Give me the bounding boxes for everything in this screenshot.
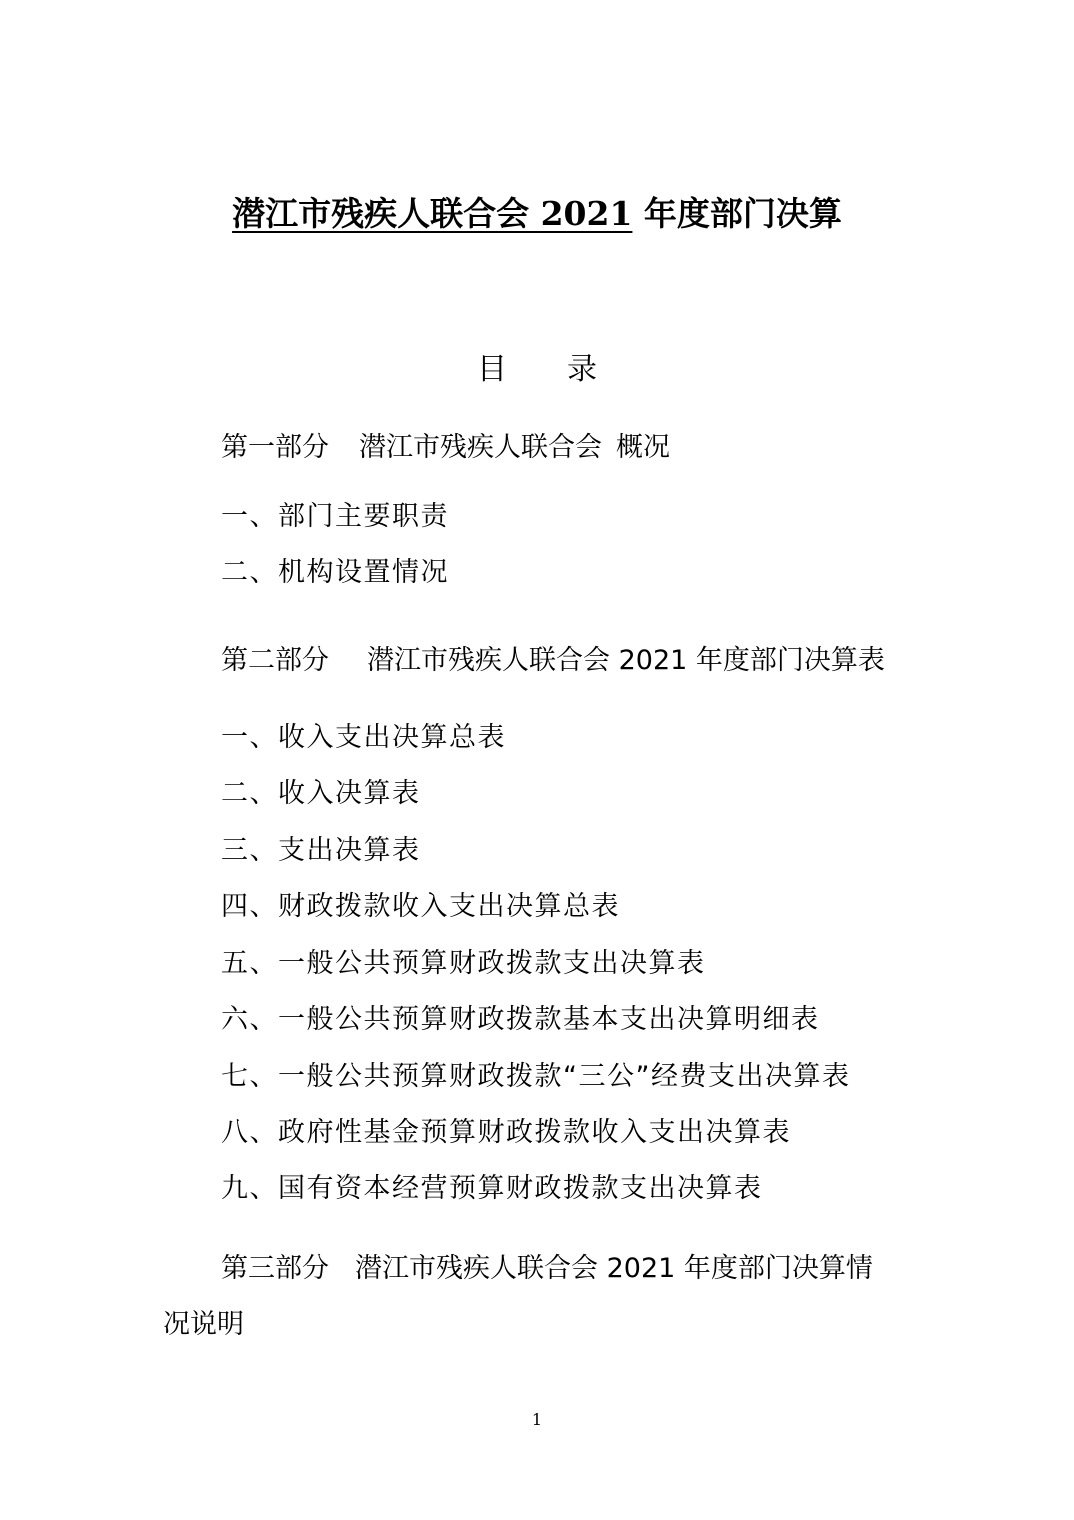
- toc-heading: 目录: [477, 352, 657, 387]
- toc-part-3-label: 第三部分: [221, 1253, 329, 1284]
- toc-item: 六、一般公共预算财政拨款基本支出决算明细表: [221, 1004, 820, 1035]
- document-title-rest: 年度部门决算: [632, 194, 842, 233]
- toc-item: 五、一般公共预算财政拨款支出决算表: [221, 948, 706, 979]
- page-number: 1: [531, 1410, 543, 1429]
- toc-item: 七、一般公共预算财政拨款“三公”经费支出决算表: [221, 1061, 851, 1092]
- document-title: [0, 190, 1074, 238]
- toc-part-1-suffix: 概况: [616, 432, 670, 463]
- toc-item: 一、收入支出决算总表: [221, 722, 506, 753]
- document-title-underlined: 潜江市残疾人联合会 2021: [232, 194, 633, 233]
- toc-part-1: [221, 428, 670, 468]
- toc-part-1-label: 第一部分: [221, 432, 329, 463]
- toc-item: 九、国有资本经营预算财政拨款支出决算表: [221, 1173, 763, 1204]
- toc-item: 三、支出决算表: [221, 835, 421, 866]
- toc-item: 一、部门主要职责: [221, 501, 449, 532]
- toc-item: 二、收入决算表: [221, 778, 421, 809]
- toc-part-2: [221, 641, 885, 681]
- toc-item: 八、政府性基金预算财政拨款收入支出决算表: [221, 1117, 791, 1148]
- toc-part-2-text: 潜江市残疾人联合会 2021 年度部门决算表: [367, 645, 885, 676]
- toc-part-1-text: 潜江市残疾人联合会: [359, 432, 602, 463]
- toc-part-3-text: 潜江市残疾人联合会 2021 年度部门决算情: [355, 1253, 873, 1284]
- toc-part-3-continuation: 况说明: [163, 1309, 244, 1340]
- toc-item: 二、机构设置情况: [221, 557, 449, 588]
- toc-part-3: [221, 1249, 873, 1289]
- toc-part-2-label: 第二部分: [221, 645, 329, 676]
- toc-item: 四、财政拨款收入支出决算总表: [221, 891, 620, 922]
